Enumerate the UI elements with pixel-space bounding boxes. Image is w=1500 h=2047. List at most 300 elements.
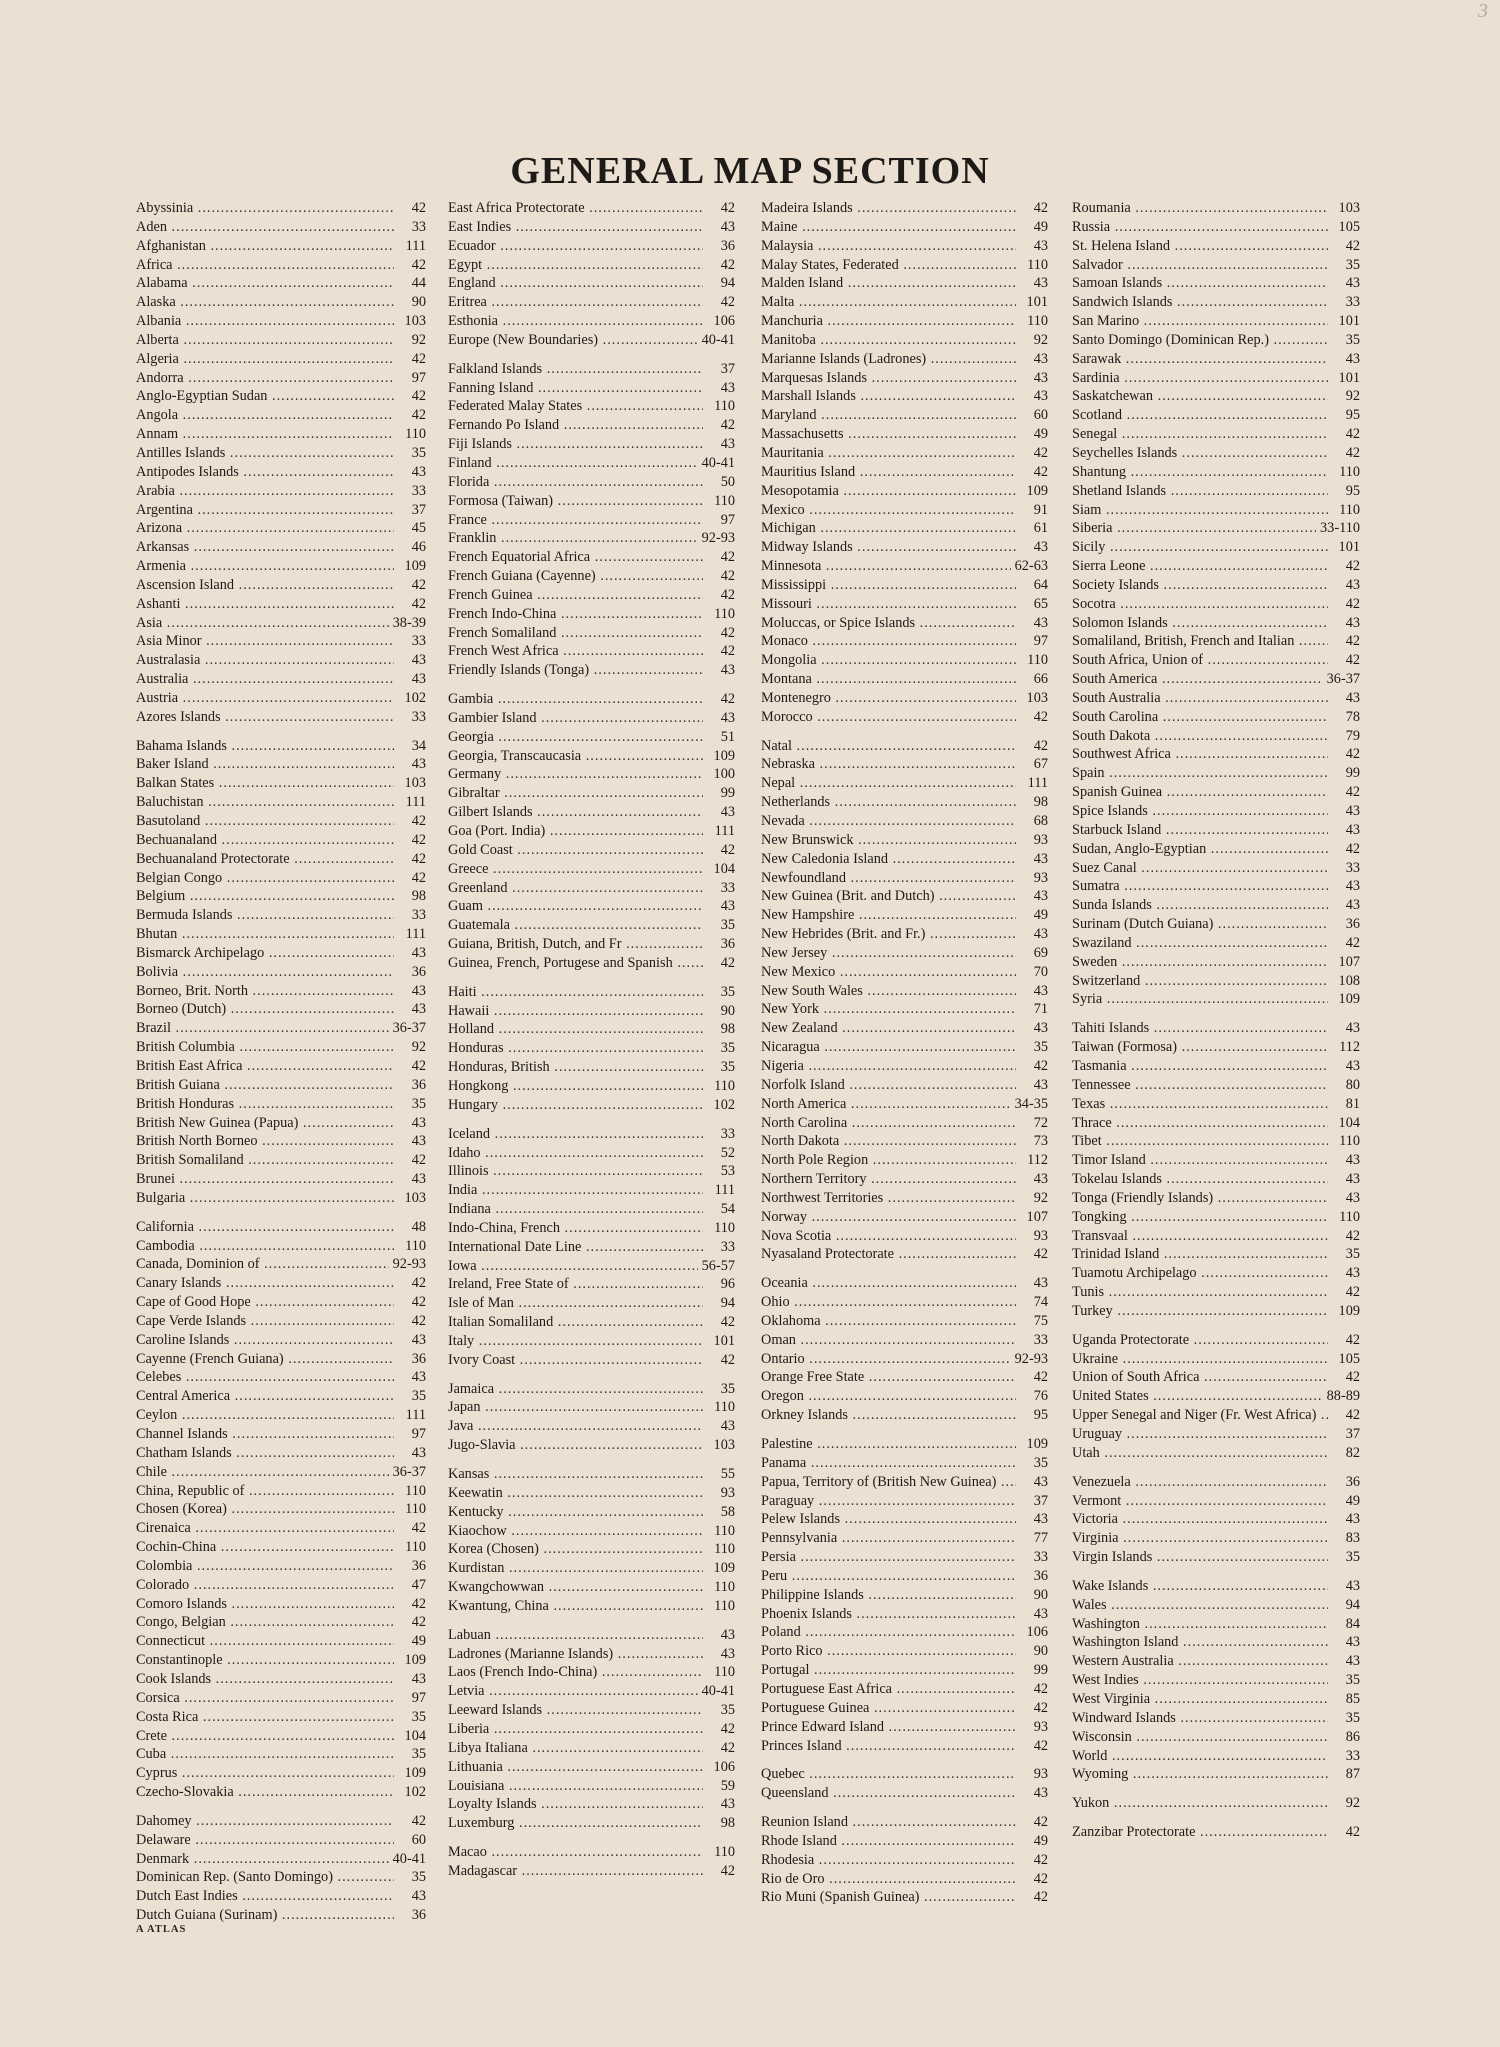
page-number: 87 xyxy=(1345,1766,1360,1783)
index-entry xyxy=(1072,1095,1360,1114)
index-entry xyxy=(1072,1406,1360,1425)
index-entry xyxy=(448,1843,735,1862)
index-entry xyxy=(448,416,735,435)
index-entry xyxy=(1072,1132,1360,1151)
place-name: Hawaii ..... xyxy=(448,1002,703,1021)
page-number: 43 xyxy=(1033,369,1048,386)
page-number: 43 xyxy=(1345,1152,1360,1169)
page-number: 43 xyxy=(720,898,735,915)
place-name: Pelew Islands ..... xyxy=(761,1510,1016,1529)
place-name: Guinea, French, Portugese and Spanish ..... xyxy=(448,954,703,973)
place-name: Phoenix Islands ..... xyxy=(761,1605,1016,1624)
place-name: Egypt ..... xyxy=(448,256,703,275)
page-number: 93 xyxy=(720,1484,735,1501)
place-name: South America ..... xyxy=(1072,670,1323,689)
page-number: 47 xyxy=(411,1576,426,1593)
index-entry xyxy=(136,1651,426,1670)
page-number: 36 xyxy=(1345,916,1360,933)
index-entry xyxy=(761,1132,1048,1151)
index-entry xyxy=(448,1351,735,1370)
page-number: 33 xyxy=(1345,1747,1360,1764)
place-name: Fanning Island ..... xyxy=(448,379,703,398)
place-name: Marshall Islands ..... xyxy=(761,387,1016,406)
place-name: Friendly Islands (Tonga) ..... xyxy=(448,661,703,680)
place-name: Alaska ..... xyxy=(136,293,394,312)
page-number: 33 xyxy=(1345,294,1360,311)
place-name: Siam ..... xyxy=(1072,501,1328,520)
page-number: 110 xyxy=(1027,652,1048,669)
page-number: 102 xyxy=(404,689,426,706)
place-name: Kentucky ..... xyxy=(448,1503,703,1522)
place-name: Tasmania ..... xyxy=(1072,1057,1328,1076)
place-name: Constantinople ..... xyxy=(136,1651,394,1670)
page-number: 90 xyxy=(720,1002,735,1019)
page-number: 42 xyxy=(1345,1284,1360,1301)
page-number: 50 xyxy=(720,473,735,490)
place-name: Sicily ..... xyxy=(1072,538,1328,557)
place-name: St. Helena Island ..... xyxy=(1072,237,1328,256)
index-entry xyxy=(1072,444,1360,463)
index-entry xyxy=(761,1274,1048,1293)
index-entry xyxy=(1072,576,1360,595)
index-entry xyxy=(1072,538,1360,557)
page-number: 49 xyxy=(411,1633,426,1650)
place-name: Goa (Port. India) ..... xyxy=(448,822,703,841)
index-entry xyxy=(1072,877,1360,896)
index-entry xyxy=(1072,1747,1360,1766)
page-number: 110 xyxy=(405,426,426,443)
page-number: 101 xyxy=(1338,313,1360,330)
place-name: Luxemburg ..... xyxy=(448,1814,703,1833)
place-name: Ceylon ..... xyxy=(136,1406,394,1425)
page-number: 43 xyxy=(1345,1265,1360,1282)
page-number: 93 xyxy=(1033,869,1048,886)
place-name: Channel Islands ..... xyxy=(136,1425,394,1444)
page-number: 56-57 xyxy=(701,1257,735,1274)
place-name: Loyalty Islands ..... xyxy=(448,1795,703,1814)
index-entry xyxy=(448,1645,735,1664)
index-entry xyxy=(761,1387,1048,1406)
page-number: 72 xyxy=(1033,1114,1048,1131)
place-name: New Mexico ..... xyxy=(761,963,1016,982)
place-name: Queensland ..... xyxy=(761,1784,1016,1803)
place-name: World ..... xyxy=(1072,1747,1328,1766)
index-entry xyxy=(761,595,1048,614)
index-entry xyxy=(448,1144,735,1163)
index-entry xyxy=(761,1151,1048,1170)
page-number: 112 xyxy=(1339,1039,1360,1056)
index-entry xyxy=(136,850,426,869)
place-name: Germany ..... xyxy=(448,765,703,784)
place-name: China, Republic of ..... xyxy=(136,1482,394,1501)
index-entry xyxy=(448,1758,735,1777)
index-entry xyxy=(136,1783,426,1802)
place-name: Virginia ..... xyxy=(1072,1529,1328,1548)
page-number: 43 xyxy=(1345,1020,1360,1037)
index-entry xyxy=(136,632,426,651)
page-number: 35 xyxy=(720,1702,735,1719)
page-number: 103 xyxy=(1026,689,1048,706)
index-entry xyxy=(448,1484,735,1503)
index-entry xyxy=(761,1038,1048,1057)
place-name: Greenland ..... xyxy=(448,879,703,898)
page-number: 78 xyxy=(1345,708,1360,725)
index-entry xyxy=(136,1038,426,1057)
page-number: 42 xyxy=(720,1314,735,1331)
index-entry xyxy=(1072,1823,1360,1842)
index-entry xyxy=(448,709,735,728)
index-entry xyxy=(1072,1350,1360,1369)
place-name: Connecticut ..... xyxy=(136,1632,394,1651)
page-number: 43 xyxy=(1033,888,1048,905)
index-entry xyxy=(136,1764,426,1783)
place-name: Gold Coast ..... xyxy=(448,841,703,860)
place-name: Moluccas, or Spice Islands ..... xyxy=(761,614,1016,633)
index-entry xyxy=(448,690,735,709)
place-name: Hongkong ..... xyxy=(448,1077,703,1096)
page-number: 43 xyxy=(1033,614,1048,631)
index-entry xyxy=(136,1255,426,1274)
index-entry xyxy=(136,1632,426,1651)
page-number: 92 xyxy=(1345,388,1360,405)
place-name: Venezuela ..... xyxy=(1072,1473,1328,1492)
place-name: Utah ..... xyxy=(1072,1444,1328,1463)
letter-group xyxy=(1072,1019,1360,1321)
place-name: Tibet ..... xyxy=(1072,1132,1328,1151)
index-entry xyxy=(1072,1548,1360,1567)
index-entry xyxy=(448,1720,735,1739)
index-entry xyxy=(761,557,1048,576)
place-name: French Guinea ..... xyxy=(448,586,703,605)
page-number: 43 xyxy=(720,1796,735,1813)
page-number: 105 xyxy=(1338,218,1360,235)
index-entry xyxy=(136,1331,426,1350)
page-number: 71 xyxy=(1033,1001,1048,1018)
place-name: Brazil ..... xyxy=(136,1019,389,1038)
page-number: 110 xyxy=(714,1597,735,1614)
page-number: 42 xyxy=(411,1595,426,1612)
place-name: Formosa (Taiwan) ..... xyxy=(448,492,703,511)
page-number: 35 xyxy=(720,1059,735,1076)
letter-group xyxy=(761,199,1048,727)
index-entry xyxy=(448,1219,735,1238)
page-number: 33 xyxy=(720,879,735,896)
place-name: Gambia ..... xyxy=(448,690,703,709)
page-number: 105 xyxy=(1338,1350,1360,1367)
place-name: New Zealand ..... xyxy=(761,1019,1016,1038)
place-name: South Carolina ..... xyxy=(1072,708,1328,727)
index-entry xyxy=(448,841,735,860)
letter-group xyxy=(1072,1473,1360,1567)
place-name: Malta ..... xyxy=(761,293,1016,312)
place-name: Borneo, Brit. North ..... xyxy=(136,982,394,1001)
index-entry xyxy=(1072,745,1360,764)
page-number: 42 xyxy=(1033,1699,1048,1716)
place-name: New Brunswick ..... xyxy=(761,831,1016,850)
place-name: Gambier Island ..... xyxy=(448,709,703,728)
place-name: Andorra ..... xyxy=(136,369,394,388)
index-entry xyxy=(448,1020,735,1039)
index-entry xyxy=(136,274,426,293)
index-entry xyxy=(1072,1302,1360,1321)
place-name: Trinidad Island ..... xyxy=(1072,1245,1328,1264)
page-number: 93 xyxy=(1033,1766,1048,1783)
page-number: 86 xyxy=(1345,1728,1360,1745)
place-name: Europe (New Boundaries) ..... xyxy=(448,331,698,350)
index-entry xyxy=(1072,1170,1360,1189)
page-number: 110 xyxy=(714,1664,735,1681)
index-entry xyxy=(136,1406,426,1425)
index-entry xyxy=(1072,331,1360,350)
letter-group xyxy=(1072,199,1360,1009)
place-name: French Indo-China ..... xyxy=(448,605,703,624)
place-name: Transvaal ..... xyxy=(1072,1227,1328,1246)
page-number: 34 xyxy=(411,737,426,754)
index-entry xyxy=(136,670,426,689)
index-entry xyxy=(448,605,735,624)
page-number: 43 xyxy=(1033,1605,1048,1622)
page-number: 42 xyxy=(1345,746,1360,763)
page-number: 42 xyxy=(411,388,426,405)
index-entry xyxy=(136,1151,426,1170)
place-name: Morocco ..... xyxy=(761,708,1016,727)
index-entry xyxy=(761,538,1048,557)
index-entry xyxy=(136,218,426,237)
page-number: 94 xyxy=(1345,1596,1360,1613)
index-entry xyxy=(448,935,735,954)
page-number: 94 xyxy=(720,1295,735,1312)
index-entry xyxy=(1072,1728,1360,1747)
place-name: Ontario ..... xyxy=(761,1350,1011,1369)
place-name: Tahiti Islands ..... xyxy=(1072,1019,1328,1038)
page-number: 33 xyxy=(411,907,426,924)
place-name: Northern Territory ..... xyxy=(761,1170,1016,1189)
page-number: 42 xyxy=(411,407,426,424)
place-name: Malden Island ..... xyxy=(761,274,1016,293)
place-name: Papua, Territory of (British New Guinea) ..... xyxy=(761,1473,1016,1492)
index-entry xyxy=(761,1227,1048,1246)
index-entry xyxy=(448,312,735,331)
place-name: Washington Island ..... xyxy=(1072,1633,1328,1652)
index-entry xyxy=(448,1814,735,1833)
place-name: Shantung ..... xyxy=(1072,463,1328,482)
place-name: Canada, Dominion of ..... xyxy=(136,1255,389,1274)
page-number: 36 xyxy=(1033,1567,1048,1584)
place-name: New Hebrides (Brit. and Fr.) ..... xyxy=(761,925,1016,944)
index-entry xyxy=(1072,1264,1360,1283)
index-entry xyxy=(1072,274,1360,293)
page-number: 111 xyxy=(405,794,426,811)
index-entry xyxy=(761,1454,1048,1473)
index-entry xyxy=(1072,990,1360,1009)
index-entry xyxy=(448,1597,735,1616)
index-entry xyxy=(761,1019,1048,1038)
index-column-1 xyxy=(136,199,426,1935)
place-name: East Africa Protectorate ..... xyxy=(448,199,703,218)
place-name: Dutch East Indies ..... xyxy=(136,1887,394,1906)
place-name: Spain ..... xyxy=(1072,764,1328,783)
place-name: Mexico ..... xyxy=(761,501,1016,520)
index-entry xyxy=(136,425,426,444)
page-number: 35 xyxy=(720,1040,735,1057)
page-number: 43 xyxy=(411,1331,426,1348)
index-entry xyxy=(761,1567,1048,1586)
index-entry xyxy=(1072,651,1360,670)
place-name: Nebraska ..... xyxy=(761,755,1016,774)
place-name: North Pole Region ..... xyxy=(761,1151,1016,1170)
place-name: Siberia ..... xyxy=(1072,519,1316,538)
page-number: 110 xyxy=(1027,256,1048,273)
index-entry xyxy=(1072,387,1360,406)
index-entry xyxy=(761,331,1048,350)
index-entry xyxy=(761,708,1048,727)
page-number: 35 xyxy=(411,1869,426,1886)
place-name: Jugo-Slavia ..... xyxy=(448,1436,703,1455)
page-number: 42 xyxy=(720,256,735,273)
place-name: Wyoming ..... xyxy=(1072,1765,1328,1784)
place-name: Maryland ..... xyxy=(761,406,1016,425)
page-number: 98 xyxy=(720,1815,735,1832)
page-number: 42 xyxy=(1033,1246,1048,1263)
place-name: Italy ..... xyxy=(448,1332,703,1351)
index-entry xyxy=(448,567,735,586)
index-entry xyxy=(136,1595,426,1614)
page-number: 43 xyxy=(720,804,735,821)
page-number: 42 xyxy=(720,549,735,566)
page-number: 95 xyxy=(1345,407,1360,424)
index-entry xyxy=(136,869,426,888)
place-name: Bulgaria ..... xyxy=(136,1189,394,1208)
page-number: 98 xyxy=(411,888,426,905)
place-name: Iceland ..... xyxy=(448,1125,703,1144)
index-entry xyxy=(761,1000,1048,1019)
index-entry xyxy=(1072,934,1360,953)
page-number: 43 xyxy=(1345,803,1360,819)
index-entry xyxy=(448,360,735,379)
index-entry xyxy=(1072,1671,1360,1690)
page-number: 49 xyxy=(1033,1832,1048,1849)
page-number: 35 xyxy=(720,983,735,1000)
index-entry xyxy=(1072,463,1360,482)
place-name: Texas ..... xyxy=(1072,1095,1328,1114)
place-name: Thrace ..... xyxy=(1072,1114,1328,1133)
place-name: Paraguay ..... xyxy=(761,1492,1016,1511)
place-name: Letvia ..... xyxy=(448,1682,698,1701)
index-entry xyxy=(1072,595,1360,614)
index-entry xyxy=(1072,1492,1360,1511)
place-name: Gibraltar ..... xyxy=(448,784,703,803)
place-name: Rhode Island ..... xyxy=(761,1832,1016,1851)
place-name: Reunion Island ..... xyxy=(761,1813,1016,1832)
place-name: Kwantung, China ..... xyxy=(448,1597,703,1616)
place-name: Basutoland ..... xyxy=(136,812,394,831)
index-entry xyxy=(136,755,426,774)
page-number: 42 xyxy=(720,417,735,434)
index-entry xyxy=(448,1559,735,1578)
place-name: Montana ..... xyxy=(761,670,1016,689)
page-number: 110 xyxy=(1339,501,1360,518)
letter-group xyxy=(448,690,735,973)
place-name: Colombia ..... xyxy=(136,1557,394,1576)
index-entry xyxy=(448,916,735,935)
index-entry xyxy=(136,1444,426,1463)
place-name: Sarawak ..... xyxy=(1072,350,1328,369)
page-number: 43 xyxy=(411,756,426,773)
place-name: Indo-China, French ..... xyxy=(448,1219,703,1238)
index-entry xyxy=(136,925,426,944)
place-name: Ascension Island ..... xyxy=(136,576,394,595)
page-number: 43 xyxy=(1033,1076,1048,1093)
index-entry xyxy=(136,237,426,256)
place-name: Arkansas ..... xyxy=(136,538,394,557)
place-name: Georgia, Transcaucasia ..... xyxy=(448,747,703,766)
page-number: 40-41 xyxy=(701,1683,735,1700)
page-number: 43 xyxy=(411,1369,426,1386)
place-name: Cape of Good Hope ..... xyxy=(136,1293,394,1312)
page-number: 42 xyxy=(1345,840,1360,857)
page-number: 42 xyxy=(411,595,426,612)
place-name: Princes Island ..... xyxy=(761,1737,1016,1756)
index-entry xyxy=(136,1831,426,1850)
place-name: Fiji Islands ..... xyxy=(448,435,703,454)
index-entry xyxy=(448,1058,735,1077)
page-number: 35 xyxy=(411,1388,426,1405)
place-name: Vermont ..... xyxy=(1072,1492,1328,1511)
index-entry xyxy=(136,1425,426,1444)
index-entry xyxy=(761,1331,1048,1350)
place-name: Newfoundland ..... xyxy=(761,869,1016,888)
place-name: Suez Canal ..... xyxy=(1072,859,1328,878)
index-entry xyxy=(761,1605,1048,1624)
place-name: Southwest Africa ..... xyxy=(1072,745,1328,764)
page-number: 36 xyxy=(411,1557,426,1574)
page-number: 33 xyxy=(1033,1331,1048,1348)
place-name: Belgian Congo ..... xyxy=(136,869,394,888)
index-entry xyxy=(1072,406,1360,425)
index-entry xyxy=(136,1170,426,1189)
place-name: West Indies ..... xyxy=(1072,1671,1328,1690)
index-entry xyxy=(1072,482,1360,501)
index-entry xyxy=(136,387,426,406)
place-name: Natal ..... xyxy=(761,737,1016,756)
index-entry xyxy=(448,1398,735,1417)
place-name: Massachusetts ..... xyxy=(761,425,1016,444)
page-number: 43 xyxy=(1033,1473,1048,1490)
index-entry xyxy=(1072,369,1360,388)
page-number: 35 xyxy=(411,1095,426,1112)
place-name: Argentina ..... xyxy=(136,501,394,520)
place-name: Nigeria ..... xyxy=(761,1057,1016,1076)
page-number: 110 xyxy=(714,1219,735,1236)
index-entry xyxy=(761,274,1048,293)
page-number: 99 xyxy=(720,785,735,802)
page-number: 109 xyxy=(404,558,426,575)
index-entry xyxy=(136,812,426,831)
page-number: 36 xyxy=(720,936,735,953)
page-number: 42 xyxy=(1345,1407,1360,1424)
index-entry xyxy=(448,529,735,548)
place-name: Denmark ..... xyxy=(136,1850,389,1869)
page-number: 42 xyxy=(411,1520,426,1537)
place-name: Guatemala ..... xyxy=(448,916,703,935)
page-number: 43 xyxy=(1033,1020,1048,1037)
place-name: Albania ..... xyxy=(136,312,394,331)
place-name: Mauritania ..... xyxy=(761,444,1016,463)
place-name: Hungary ..... xyxy=(448,1096,703,1115)
index-entry xyxy=(136,1670,426,1689)
place-name: Georgia ..... xyxy=(448,728,703,747)
place-name: Chosen (Korea) ..... xyxy=(136,1500,394,1519)
